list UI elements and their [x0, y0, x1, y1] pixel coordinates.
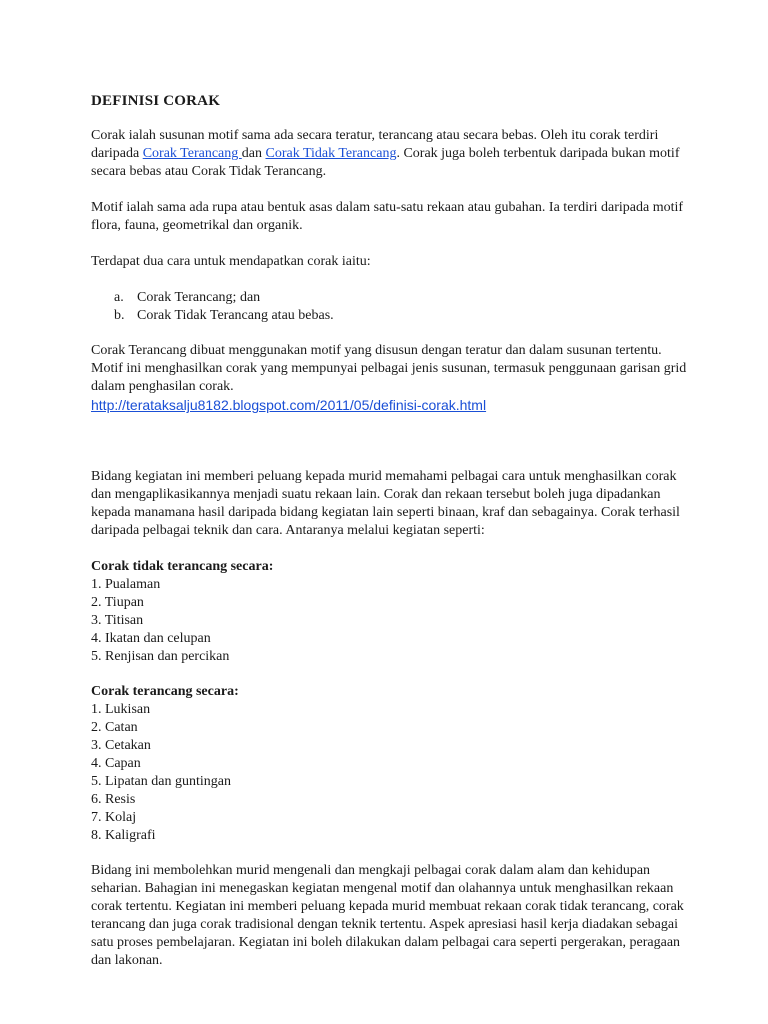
link-corak-terancang[interactable]: Corak Terancang: [142, 146, 242, 161]
alpha-list: [91, 289, 691, 325]
section-tidak-terancang: [91, 558, 691, 666]
list-item: 1. Pualaman: [91, 577, 161, 592]
list-item: [91, 289, 691, 307]
numbered-list: [91, 576, 691, 666]
list-item: 6. Resis: [91, 792, 136, 807]
link-corak-tidak-terancang[interactable]: Corak Tidak Terancang: [265, 146, 397, 161]
list-item: 1. Lukisan: [91, 702, 151, 717]
paragraph-two-ways: Terdapat dua cara untuk mendapatkan corak iaitu:: [91, 254, 371, 269]
list-item-text: Corak Tidak Terancang atau bebas.: [137, 308, 334, 323]
blank-space: [91, 416, 691, 468]
paragraph-text: dan: [241, 146, 266, 161]
paragraph-bidang-kegiatan: Bidang kegiatan ini memberi peluang kepada murid memahami pelbagai cara untuk menghasilkan corak dan mengaplikasikannya menjadi suatu rekaan lain. Corak dan rekaan tersebut boleh juga dipadankan kepada manamana hasil daripada bidang kegiatan lain seperti binaan, kraf dan sebagainya. Corak terhasil daripada pelbagai teknik dan cara. Antaranya melalui kegiatan seperti:: [91, 469, 680, 538]
paragraph-text: . Corak juga boleh terbentuk daripada bukan motif secara bebas atau Corak Tidak Terancang.: [91, 146, 680, 179]
list-item: 2. Tiupan: [91, 595, 144, 610]
list-marker: b.: [114, 308, 125, 323]
list-marker: a.: [114, 290, 124, 305]
list-item: 5. Renjisan dan percikan: [91, 649, 230, 664]
list-item: 3. Titisan: [91, 613, 144, 628]
paragraph-definition: [91, 127, 691, 181]
list-item: [91, 307, 691, 325]
list-item-text: Corak Terancang; dan: [137, 290, 261, 305]
document-title: DEFINISI CORAK: [91, 93, 221, 109]
source-url-link[interactable]: http://terataksalju8182.blogspot.com/2011/05/definisi-corak.html: [91, 397, 487, 413]
list-item: 4. Capan: [91, 756, 141, 771]
list-item: 4. Ikatan dan celupan: [91, 631, 211, 646]
numbered-list: [91, 701, 691, 845]
list-item: 5. Lipatan dan guntingan: [91, 774, 231, 789]
paragraph-bidang-ini: Bidang ini membolehkan murid mengenali dan mengkaji pelbagai corak dalam alam dan kehidupan seharian. Bahagian ini menegaskan kegiatan mengenal motif dan olahannya untuk menghasilkan rekaan corak tertentu. Kegiatan ini memberi peluang kepada murid membuat rekaan corak tidak terancang, corak terancang dan juga corak tradisional dengan teknik tertentu. Aspek apresiasi hasil kerja diadakan sebagai satu proses pembelajaran. Kegiatan ini boleh dilakukan dalam pelbagai cara seperti pergerakan, peragaan dan lakonan.: [91, 863, 684, 968]
paragraph-text: Corak ialah susunan motif sama ada secara teratur, terancang atau secara bebas. Oleh itu corak terdiri daripada: [91, 128, 659, 161]
list-item: 3. Cetakan: [91, 738, 151, 753]
list-item: 8. Kaligrafi: [91, 828, 156, 843]
section-terancang: [91, 683, 691, 845]
list-item: 7. Kolaj: [91, 810, 137, 825]
paragraph-motif: Motif ialah sama ada rupa atau bentuk asas dalam satu-satu rekaan atau gubahan. Ia terdiri daripada motif flora, fauna, geometrikal dan organik.: [91, 200, 684, 233]
section-heading: Corak tidak terancang secara:: [91, 559, 274, 574]
document-page: [91, 92, 691, 970]
paragraph-corak-terancang: Corak Terancang dibuat menggunakan motif yang disusun dengan teratur dan dalam susunan tertentu. Motif ini menghasilkan corak yang mempunyai pelbagai jenis susunan, termasuk penggunaan garisan grid dalam penghasilan corak.: [91, 343, 687, 394]
section-heading: Corak terancang secara:: [91, 684, 239, 699]
list-item: 2. Catan: [91, 720, 138, 735]
